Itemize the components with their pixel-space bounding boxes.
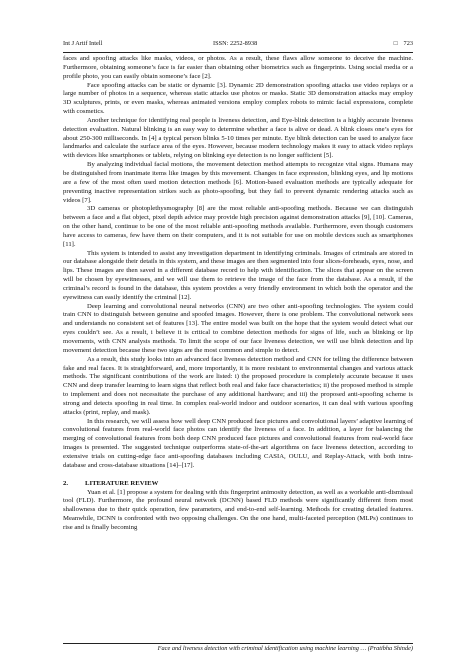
paragraph: By analyzing individual facial motions, the movement detection method attempts to recognize vital signs. Humans may be distinguished from inanimate items like images by this movement. Changes in face expression, blinking eyes, and lip motions are a few of the most often used motion detection methods [6]. Motion-based evaluation methods are typically adequate for preventing inactive representation strikes such as photo-spoofing, but they fail to prevent dynamic rendering attacks such as videos [7]. (63, 161, 413, 204)
article-body (63, 55, 413, 533)
section-number: 2. (63, 479, 69, 487)
paragraph: Face spoofing attacks can be static or dynamic [3]. Dynamic 2D demonstration spoofing attacks use video replays or a large number of photos in a sequence, whereas static attacks use photos or masks. Static 3D demonstration attacks may employ 3D sculptures, prints, or even masks, whereas animated versions employ complex robots to mimic facial expressions, complete with cosmetics. (63, 81, 413, 116)
paragraph: This system is intended to assist any investigation department in identifying criminals. Images of criminals are stored in our database alongside their details in this system, and these images are then segmented into four slices-foreheads, eyes, nose, and lips. These images are then saved in a different database record to help with identification. The slices that appear on the screen will be chosen by eyewitnesses, and we will use them to retrieve the image of the face from the database. As a result, if the criminal’s record is found in the database, this system provides a very friendly environment in which both the operator and the eyewitness can easily identify the criminal [12]. (63, 249, 413, 301)
section-heading (63, 480, 413, 489)
page-number: 723 (403, 40, 413, 47)
paragraph: In this research, we will assess how well deep CNN produced face pictures and convolutional layers’ adaptive learning of convolutional features from real-world face photos can identify the liveness of a face. In addition, a layer for balancing the merging of convolutional features from both deep CNN produced face pictures and convolutional features from real-world face images is presented. The suggested technique outperforms state-of-the-art algorithms on face liveness detection, according to extensive trials on cutting-edge face anti-spoofing databases including CASIA, OULU, and Replay-Attack, with both intra-database and cross-database situations [14]–[17]. (63, 417, 413, 469)
issn: ISSN: 2252-8938 (213, 40, 258, 47)
running-footer: Face and liveness detection with criminal identification using machine learning … (Pratibha Shinde) (157, 645, 413, 652)
paragraph: As a result, this study looks into an advanced face liveness detection method and CNN for telling the difference between fake and real faces. It is straightforward, and, more importantly, it is more resistant to environmental changes and various attack methods. The significant contributions of the work are listed: i) the proposed procedure is completely accurate because it uses CNN and deep transfer learning to learn signs that reflect both real and fake face characteristics; ii) the proposed method is simple to implement and does not necessitate the purchase of any additional hardware; and iii) the proposed anti-spoofing scheme is strong and detects spoofing in real time. In complex real-world indoor and outdoor scenarios, it can deal with various spoofing attacks (print, replay, and mask). (63, 355, 413, 416)
paragraph: faces and spoofing attacks like masks, videos, or photos. As a result, these flaws allow someone to deceive the machine. Furthermore, obtaining someone’s face is far easier than obtaining other biometrics such as fingerprints. Using social media or a profile photo, you can easily obtain someone’s face [2]. (63, 55, 413, 80)
paragraph: Deep learning and convolutional neural networks (CNN) are two other anti-spoofing technologies. The system could train CNN to distinguish between genuine and spoofed images. However, there is one problem. The convolutional network sees and understands no consistent set of features [13]. The entire model was built on the hope that the system would detect what our eyes couldn’t see. As a result, i believe it is critical to combine detection methods for signs of life, such as blinking or lip movements, with CNN analysis methods. To limit the scope of our face liveness detection, we will use blink detection and lip movement detection because these two signs are the most common and simple to detect. (63, 302, 413, 354)
footer-rule (63, 643, 413, 644)
page-info (390, 40, 413, 48)
running-header (63, 40, 413, 52)
paragraph: Yuan et al. [1] propose a system for dealing with this fingerprint animosity detection, as well as a workable anti-dismissal tool (FLD). Furthermore, the profound neural network (DCNN) based FLD methods were significantly different from most shallowness due to their quick operation, few parameters, and end-to-end self-learning. Methods for creating detailed features. Meanwhile, DCNN is confronted with two opposing challenges. On the one hand, multi-faceted perception (MLPs) continues to rise and is finally becoming (63, 488, 413, 531)
paragraph: Another technique for identifying real people is liveness detection, and Eye-blink detection is a highly accurate liveness detection evaluation. Natural blinking is an easy way to determine whether a face is alive or dead. A blink closes one’s eyes for about 250-300 milliseconds. In [4] a typical person blinks 5-10 times per minute. Eye blink detection can be used to analyze face landmarks and calculate the surface area of the eyes. However, because modern technology makes it easy to attack video replays with devices like smartphones or tablets, relying on blinking eye detection is no longer sufficient [5]. (63, 116, 413, 160)
journal-name: Int J Artif Intell (63, 40, 103, 47)
square-icon: □ (393, 40, 398, 47)
header-rule (63, 52, 413, 53)
paragraph: 3D cameras or photoplethysmography [8] are the most reliable anti-spoofing methods. Because we can distinguish between a face and a flat object, pixel depth advice may provide high precision against demonstration attacks [9], [10]. Cameras, on the other hand, continue to be one of the most reliable anti-spoofing methods available. Furthermore, even though customers have access to cameras, few have them on their computers, and it is not suitable for use on mobile devices such as smartphones [11]. (63, 205, 413, 248)
section-title: LITERATURE REVIEW (85, 479, 159, 487)
